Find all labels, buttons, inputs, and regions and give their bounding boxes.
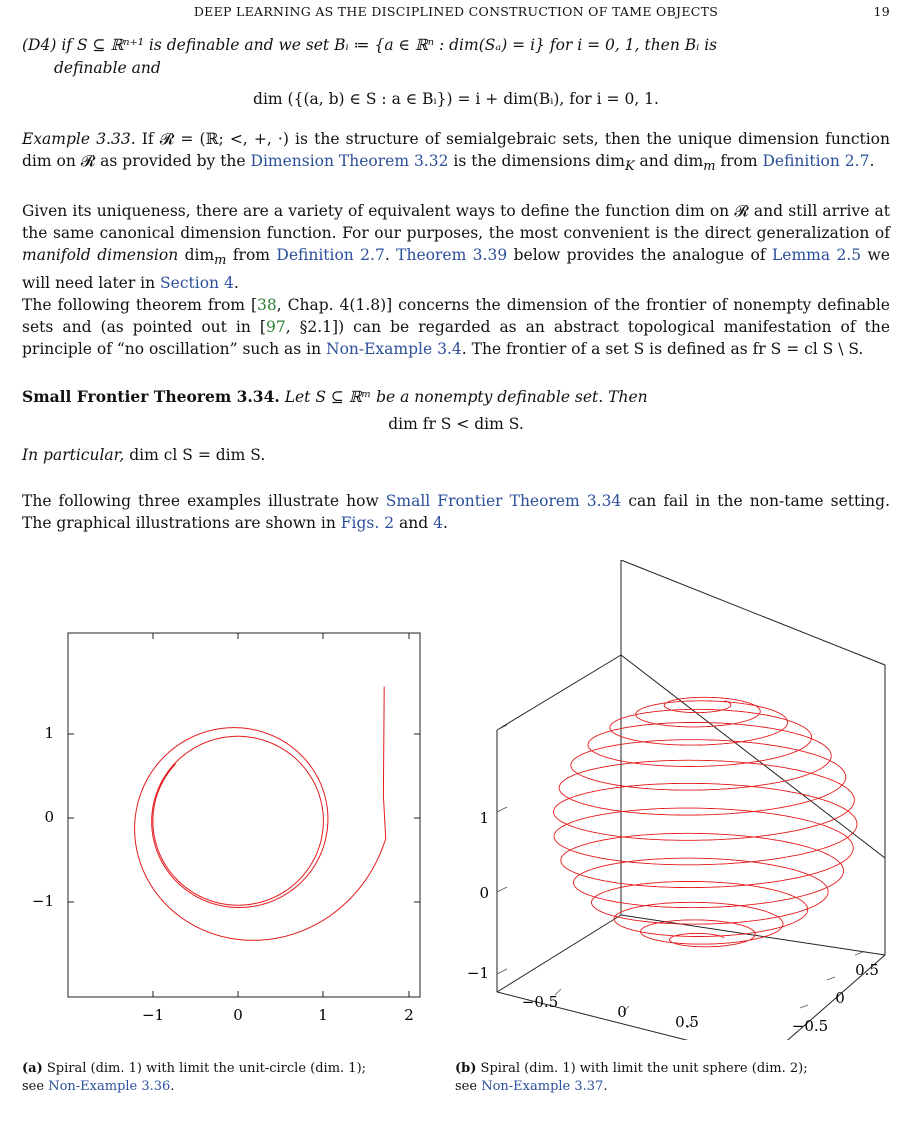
axiom-d4-equation: dim ({(a, b) ∈ S : a ∈ Bᵢ}) = i + dim(Bᵢ), for i = 0, 1.	[253, 90, 659, 108]
link-theorem-3-39[interactable]: Theorem 3.39	[396, 246, 508, 264]
box-edge	[497, 655, 621, 730]
link-theorem-3-34[interactable]: Small Frontier Theorem 3.34	[385, 492, 622, 510]
link-definition-2-7[interactable]: Definition 2.7	[762, 152, 870, 170]
link-dimension-theorem[interactable]: Dimension Theorem 3.32	[250, 152, 449, 170]
tick-mark-3d	[800, 1005, 808, 1008]
link-non-example-3-37[interactable]: Non-Example 3.37	[481, 1079, 604, 1094]
example-label: Example 3.33.	[22, 130, 136, 148]
z-tick-label: −1	[466, 964, 489, 982]
link-definition-2-7b[interactable]: Definition 2.7	[276, 246, 385, 264]
running-title: DEEP LEARNING AS THE DISCIPLINED CONSTRUCTION OF TAME OBJECTS	[193, 4, 719, 19]
y-tick-label: −1	[31, 892, 54, 910]
paragraph-uniqueness: Given its uniqueness, there are a variety of equivalent ways to define the function dim on 𝓡 and still arrive at the same canonical dimension function. For our purposes, the most convenient is the direct generalization of manifold dimension dim$_m$ from Definition 2.7. Theorem 3.39 below provides the analogue of Lemma 2.5 we will need later in Section 4.	[22, 202, 890, 293]
x-tick-label: 1	[318, 1006, 328, 1024]
x-tick-label: 0	[233, 1006, 243, 1024]
link-section-4[interactable]: Section 4	[160, 274, 234, 293]
y-tick-label-3d: −0.5	[791, 1017, 829, 1035]
z-tick-label: 1	[479, 809, 489, 827]
tick-mark-3d	[497, 969, 507, 974]
tick-mark-3d	[855, 952, 863, 955]
link-non-example-3-4[interactable]: Non-Example 3.4	[326, 340, 462, 358]
theorem-equation: dim fr S < dim S.	[388, 415, 524, 433]
figure-spiral-3d	[455, 560, 912, 1040]
link-lemma-2-5[interactable]: Lemma 2.5	[771, 246, 862, 264]
tick-mark-3d	[497, 725, 507, 730]
tick-mark-3d	[497, 887, 507, 892]
paragraph-examples: The following three examples illustrate how Small Frontier Theorem 3.34 can fail in the non-tame setting. The graphical illustrations are shown in Figs. 2 and 4.	[22, 492, 891, 532]
link-figs-2[interactable]: Figs. 2	[340, 514, 395, 532]
axiom-d4-line2: definable and	[54, 59, 161, 77]
y-tick-label: 1	[44, 724, 54, 742]
caption-a: (a) Spiral (dim. 1) with limit the unit-circle (dim. 1); see Non-Example 3.36.	[22, 1061, 367, 1094]
y-tick-label: 0	[44, 808, 54, 826]
example-3-33: Example 3.33. If 𝓡 = (ℝ; <, +, ·) is the structure of semialgebraic sets, then the unique dimension function dim on 𝓡 as provided by the Dimension Theorem 3.32 is the dimensions dim$_K$ and dim$_m$ from Definition 2.7.	[22, 130, 890, 175]
theorem-label: Small Frontier Theorem 3.34.	[22, 387, 280, 406]
axiom-d4	[22, 34, 890, 56]
cite-97[interactable]: 97	[265, 318, 286, 336]
axiom-d4-tag: (D4)	[22, 36, 57, 54]
x-tick-label-3d: 0	[617, 1003, 627, 1021]
figure-spiral-2d	[0, 560, 450, 1040]
link-fig-4[interactable]: 4	[433, 514, 443, 532]
cite-38[interactable]: 38	[257, 296, 277, 314]
box-edge	[621, 560, 885, 665]
spiral-curve-2d	[135, 687, 386, 941]
running-header	[22, 4, 890, 26]
theorem-consequence: In particular, dim cl S = dim S.	[22, 446, 266, 464]
page-number: 19	[873, 4, 890, 19]
axes-box-3d	[497, 560, 885, 1040]
x-tick-label: 2	[404, 1006, 414, 1024]
y-tick-label-3d: 0.5	[855, 961, 879, 979]
paragraph-frontier: The following theorem from [38, Chap. 4(1.8)] concerns the dimension of the frontier of nonempty definable sets and (as pointed out in [97, §2.1]) can be regarded as an abstract topological manifestation of the principle of “no oscillation” such as in Non-Example 3.4. The frontier of a set S is defined as fr S = cl S \ S.	[22, 296, 890, 358]
box-edge	[497, 915, 621, 992]
caption-b: (b) Spiral (dim. 1) with limit the unit sphere (dim. 2); see Non-Example 3.37.	[455, 1061, 808, 1094]
y-tick-label-3d: 0	[835, 989, 845, 1007]
box-edge	[621, 655, 885, 858]
axiom-d4-line1: if S ⊆ ℝⁿ⁺¹ is definable and we set Bᵢ ≔ {a ∈ ℝⁿ : dim(Sₐ) = i} for i = 0, 1, then Bᵢ is	[61, 36, 718, 54]
x-tick-label-3d: 0.5	[675, 1013, 699, 1031]
tick-mark-3d	[497, 807, 507, 812]
z-tick-label: 0	[479, 884, 489, 902]
spiral-curve-3d	[554, 697, 858, 947]
link-non-example-3-36[interactable]: Non-Example 3.36	[48, 1079, 171, 1094]
theorem-3-34: Small Frontier Theorem 3.34. Let S ⊆ ℝᵐ be a nonempty definable set. Then	[22, 387, 648, 406]
x-tick-label-3d: −0.5	[521, 993, 559, 1011]
axes-frame-2d	[68, 633, 420, 997]
tick-mark-3d	[827, 977, 835, 980]
x-tick-label: −1	[141, 1006, 165, 1024]
